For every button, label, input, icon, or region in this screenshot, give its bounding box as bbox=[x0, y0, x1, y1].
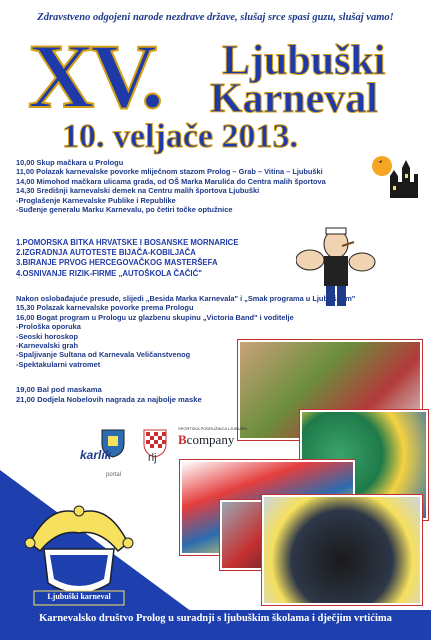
schedule-line: 15,30 Polazak karnevalske povorke prema Prologu bbox=[16, 303, 194, 313]
charge-item: 1.POMORSKA BITKA HRVATSKE I BOSANSKE MORNARICE bbox=[16, 238, 239, 247]
schedule-line: Nakon oslobađajuće presude, slijedi „Besida Marka Karnevala" i „Smak programa u Ljubuškom" bbox=[16, 294, 356, 303]
footer-organizer: Karnevalsko društvo Prolog u suradnji s ljubuškim školama i dječjim vrtićima bbox=[39, 613, 392, 624]
charge-item: 3.BIRANJE PRVOG HERCEGOVAČKOG MASTERŠEFA bbox=[16, 258, 218, 268]
schedule-line: -Spaljivanje Sultana od Karnevala Veličanstvenog bbox=[16, 350, 191, 360]
schedule-line: 16,00 Bogat program u Prologu uz glazbenu skupinu „Victoria Band" i voditelje bbox=[16, 312, 294, 322]
karlik-logo: karlik bbox=[80, 448, 112, 462]
carnival-photo bbox=[262, 495, 422, 605]
schedule-morning bbox=[16, 158, 356, 214]
title-karneval: Karneval bbox=[210, 76, 378, 122]
event-date: 10. veljače 2013. bbox=[62, 118, 299, 155]
title-numeral: XV. bbox=[28, 25, 161, 127]
schedule-line: -Prološka oporuka bbox=[16, 322, 81, 332]
schedule-line: -Spektakularni vatromet bbox=[16, 359, 101, 369]
schedule-line: 19,00 Bal pod maskama bbox=[16, 385, 102, 394]
title-ljubuski: Ljubuški bbox=[222, 38, 386, 84]
schedule-line: 14,30 Središnji karnevalski demek na Centru malih športova Ljubuški bbox=[16, 186, 260, 196]
schedule-line: -Suđenje generalu Marku Karnevalu, po četiri točke optužnice bbox=[16, 205, 233, 215]
schedule-line: 14,00 Mimohod mačkara ulicama grada, od OŠ Marka Marulića do Centra malih športova bbox=[16, 176, 326, 186]
schedule-line: -Karnevalski grah bbox=[16, 341, 79, 351]
schedule-line: 10,00 Skup mačkara u Prologu bbox=[16, 158, 124, 167]
portal-logo: portal bbox=[106, 472, 122, 478]
schedule-line: 11,00 Polazak karnevalske povorke mliječnom stazom Prolog – Grab – Vitina – Ljubuški bbox=[16, 167, 323, 177]
schedule-line: 21,00 Dodjela Nobelovih nagrada za najbolje maske bbox=[16, 395, 202, 404]
sport-logo-text: SPORTSKA PODRUŽNICA LJUBUŠKI bbox=[178, 426, 248, 431]
tagline: Zdravstveno odgojeni narode nezdrave države, slušaj srce spasi guzu, slušaj vamo! bbox=[37, 12, 394, 23]
castle-icon bbox=[372, 152, 422, 200]
charge-item: 2.IZGRADNJA AUTOTESTE BIJAČA-KOBILJAČA bbox=[16, 248, 196, 258]
schedule-line: -Proglašenje Karnevalske Publike i Republike bbox=[16, 195, 176, 205]
charges-list bbox=[16, 238, 306, 279]
bd-company-name: company bbox=[186, 432, 235, 447]
bd-company-logo: SPORTSKA PODRUŽNICA LJUBUŠKI Bcompany bbox=[178, 426, 248, 447]
rlj-logo: rlj bbox=[148, 452, 157, 464]
seal-label: Ljubuški karneval bbox=[47, 592, 111, 601]
schedule-line: -Seoski horoskop bbox=[16, 331, 79, 341]
charge-item: 4.OSNIVANJE RIZIK-FIRME „AUTOŠKOLA ČAČIĆ" bbox=[16, 268, 202, 278]
